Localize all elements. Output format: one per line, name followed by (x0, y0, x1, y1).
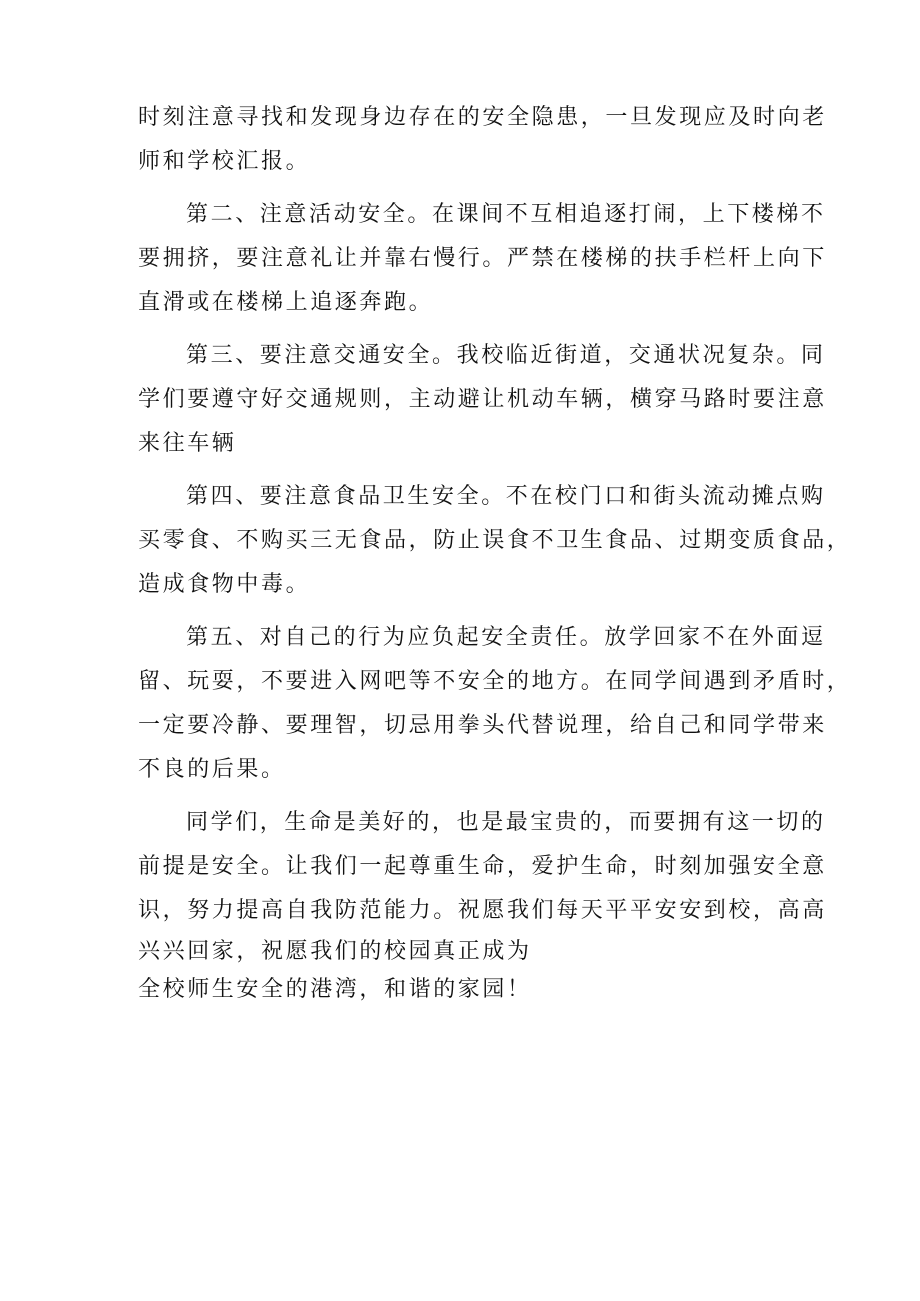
text-line: 第三、要注意交通安全。我校临近街道，交通状况复杂。同 (186, 343, 826, 368)
paragraph-behavior-responsibility (138, 616, 852, 792)
text-line: 师和学校汇报。 (138, 149, 311, 174)
text-line: 学们要遵守好交通规则，主动避让机动车辆，横穿马路时要注意 (138, 387, 827, 412)
text-line: 留、玩耍，不要进入网吧等不安全的地方。在同学间遇到矛盾时， (138, 669, 852, 694)
text-line: 第五、对自己的行为应负起安全责任。放学回家不在外面逗 (186, 625, 826, 650)
paragraph-food-safety (138, 475, 852, 607)
text-line: 前提是安全。让我们一起尊重生命，爱护生命，时刻加强安全意 (138, 854, 827, 879)
text-line: 同学们，生命是美好的，也是最宝贵的，而要拥有这一切的 (186, 810, 826, 835)
text-line: 来往车辆 (138, 431, 237, 456)
text-line: 全校师生安全的港湾，和谐的家园！ (138, 977, 532, 1002)
paragraph-activity-safety (138, 193, 827, 325)
text-line: 一定要冷静、要理智，切忌用拳头代替说理，给自己和同学带来 (138, 713, 827, 738)
text-line: 时刻注意寻找和发现身边存在的安全隐患，一旦发现应及时向老 (138, 105, 827, 130)
text-line: 造成食物中毒。 (138, 572, 311, 597)
text-line: 识，努力提高自我防范能力。祝愿我们每天平平安安到校，高高 (138, 898, 827, 923)
paragraph-traffic-safety (138, 334, 827, 466)
document-body (138, 96, 852, 1009)
paragraph-continued (138, 96, 827, 184)
text-line: 第四、要注意食品卫生安全。不在校门口和街头流动摊点购 (186, 484, 826, 509)
text-line: 兴兴回家，祝愿我们的校园真正成为 (138, 939, 532, 964)
text-line: 第二、注意活动安全。在课间不互相追逐打闹，上下楼梯不 (186, 202, 826, 227)
text-line: 要拥挤，要注意礼让并靠右慢行。严禁在楼梯的扶手栏杆上向下 (138, 246, 827, 271)
paragraph-closing (138, 801, 827, 1009)
text-line: 不良的后果。 (138, 757, 286, 782)
text-line: 直滑或在楼梯上追逐奔跑。 (138, 290, 434, 315)
text-line: 买零食、不购买三无食品，防止误食不卫生食品、过期变质食品， (138, 528, 852, 553)
